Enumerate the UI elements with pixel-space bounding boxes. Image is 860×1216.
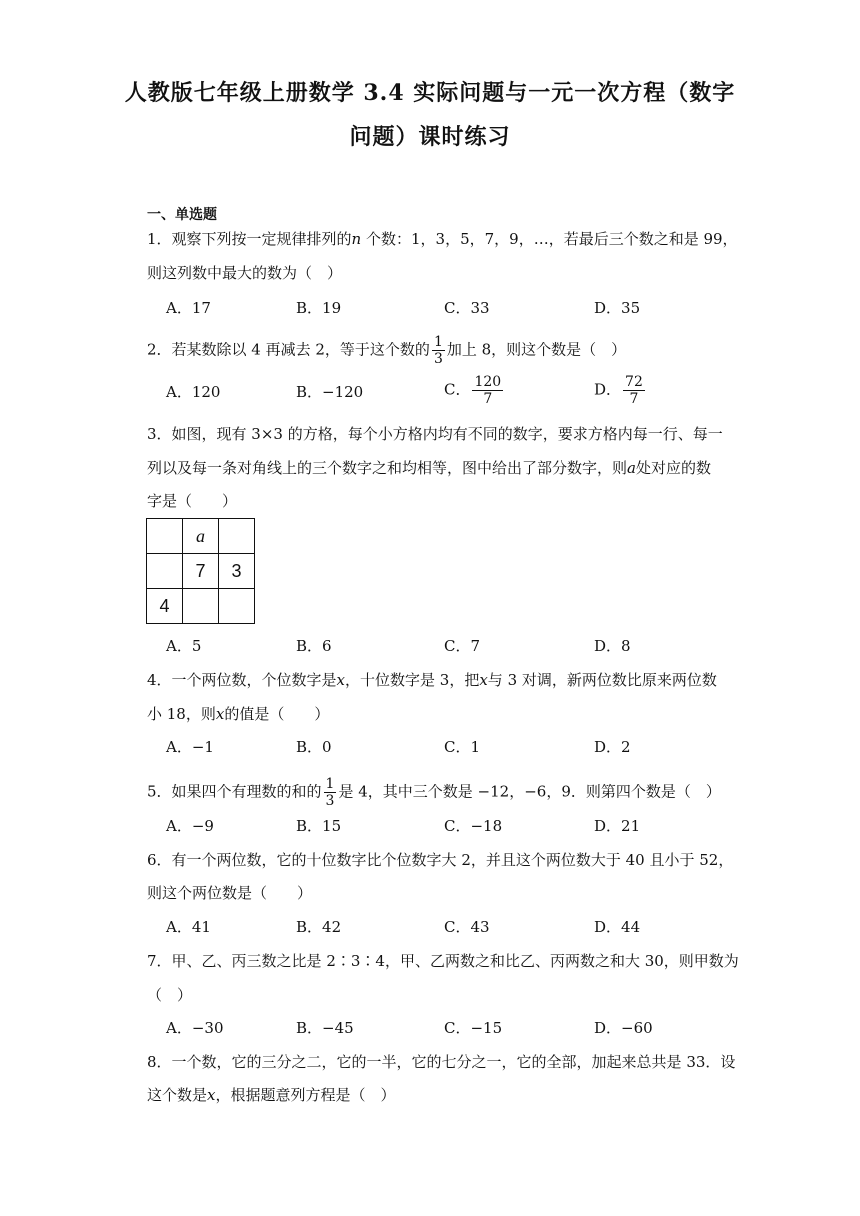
question-6-line1: 6．有一个两位数，它的十位数字比个位数字大 2，并且这个两位数大于 40 且小于 52，: [147, 851, 734, 869]
question-6-line2: 则这个两位数是（ ）: [147, 884, 313, 902]
q1-option-d[interactable]: D．35: [594, 299, 641, 317]
question-3-line2: 列以及每一条对角线上的三个数字之和均相等，图中给出了部分数字，则a处对应的数: [147, 459, 711, 477]
grid-cell: [183, 589, 219, 624]
question-3-line1: 3．如图，现有 3×3 的方格，每个小方格内均有不同的数字，要求方格内每一行、每一: [147, 425, 723, 443]
q2-option-b[interactable]: B．−120: [296, 383, 364, 401]
q3-option-c[interactable]: C．7: [444, 637, 481, 655]
variable-a: a: [627, 459, 636, 477]
fraction-one-third: $\frac{1}{3}$: [325, 776, 335, 809]
magic-square-grid: [146, 518, 255, 624]
q2-option-c[interactable]: C． $\frac{120}{7}$: [444, 374, 502, 407]
grid-cell: 3: [219, 554, 255, 589]
grid-cell: [147, 554, 183, 589]
q5-option-b[interactable]: B．15: [296, 817, 342, 835]
q7-option-d[interactable]: D．−60: [594, 1019, 653, 1037]
q6-option-c[interactable]: C．43: [444, 918, 490, 936]
q6-option-b[interactable]: B．42: [296, 918, 342, 936]
q2-option-a[interactable]: A．120: [166, 383, 221, 401]
variable-n: n: [351, 230, 362, 248]
question-8-line2: 这个数是x，根据题意列方程是（ ）: [147, 1086, 396, 1104]
q4-option-b[interactable]: B．0: [296, 738, 332, 756]
q4-option-a[interactable]: A．−1: [166, 738, 214, 756]
grid-cell-a: a: [183, 519, 219, 554]
q3-option-d[interactable]: D．8: [594, 637, 631, 655]
q1-option-b[interactable]: B．19: [296, 299, 342, 317]
q6-option-d[interactable]: D．44: [594, 918, 641, 936]
q5-option-a[interactable]: A．−9: [166, 817, 214, 835]
q4-option-c[interactable]: C．1: [444, 738, 481, 756]
section-heading: 一、单选题: [147, 207, 217, 223]
question-1-line1: 1．观察下列按一定规律排列的n 个数：1，3，5，7，9，…，若最后三个数之和是 99，: [147, 230, 738, 248]
question-2-line1: 2．若某数除以 4 再减去 2，等于这个数的 $\frac{1}{3}$ 加上 8，则这个数是（ ）: [147, 334, 627, 367]
q2-option-d[interactable]: D． $\frac{72}{7}$: [594, 374, 643, 407]
q7-option-c[interactable]: C．−15: [444, 1019, 503, 1037]
grid-cell: [219, 519, 255, 554]
question-1-line2: 则这列数中最大的数为（ ）: [147, 264, 343, 282]
question-8-line1: 8．一个数，它的三分之二，它的一半，它的七分之一，它的全部，加起来总共是 33．设: [147, 1053, 736, 1071]
q1-option-a[interactable]: A．17: [166, 299, 211, 317]
grid-cell: [147, 519, 183, 554]
q7-option-a[interactable]: A．−30: [166, 1019, 224, 1037]
q5-option-c[interactable]: C．−18: [444, 817, 503, 835]
q7-option-b[interactable]: B．−45: [296, 1019, 354, 1037]
document-title-line1: 人教版七年级上册数学 3.4 实际问题与一元一次方程（数字: [124, 80, 736, 106]
grid-cell: [219, 589, 255, 624]
question-5-line1: 5．如果四个有理数的和的 $\frac{1}{3}$ 是 4，其中三个数是 −12，−6，9．则第四个数是（ ）: [147, 776, 721, 809]
q1-option-c[interactable]: C．33: [444, 299, 490, 317]
grid-cell: 4: [147, 589, 183, 624]
document-title-line2: 问题）课时练习: [349, 124, 511, 150]
q3-option-a[interactable]: A．5: [166, 637, 202, 655]
q4-option-d[interactable]: D．2: [594, 738, 631, 756]
grid-cell: 7: [183, 554, 219, 589]
question-4-line1: 4．一个两位数，个位数字是x，十位数字是 3，把x与 3 对调，新两位数比原来两位数: [147, 671, 717, 689]
q5-option-d[interactable]: D．21: [594, 817, 641, 835]
question-7-line2: （ ）: [147, 986, 193, 1004]
question-4-line2: 小 18，则x的值是（ ）: [147, 705, 330, 723]
question-3-line3: 字是（ ）: [147, 492, 238, 510]
question-7-line1: 7．甲、乙、丙三数之比是 2∶3∶4，甲、乙两数之和比乙、丙两数之和大 30，则甲数为: [147, 952, 739, 970]
q3-option-b[interactable]: B．6: [296, 637, 332, 655]
q6-option-a[interactable]: A．41: [166, 918, 211, 936]
fraction-one-third: $\frac{1}{3}$: [433, 334, 443, 367]
